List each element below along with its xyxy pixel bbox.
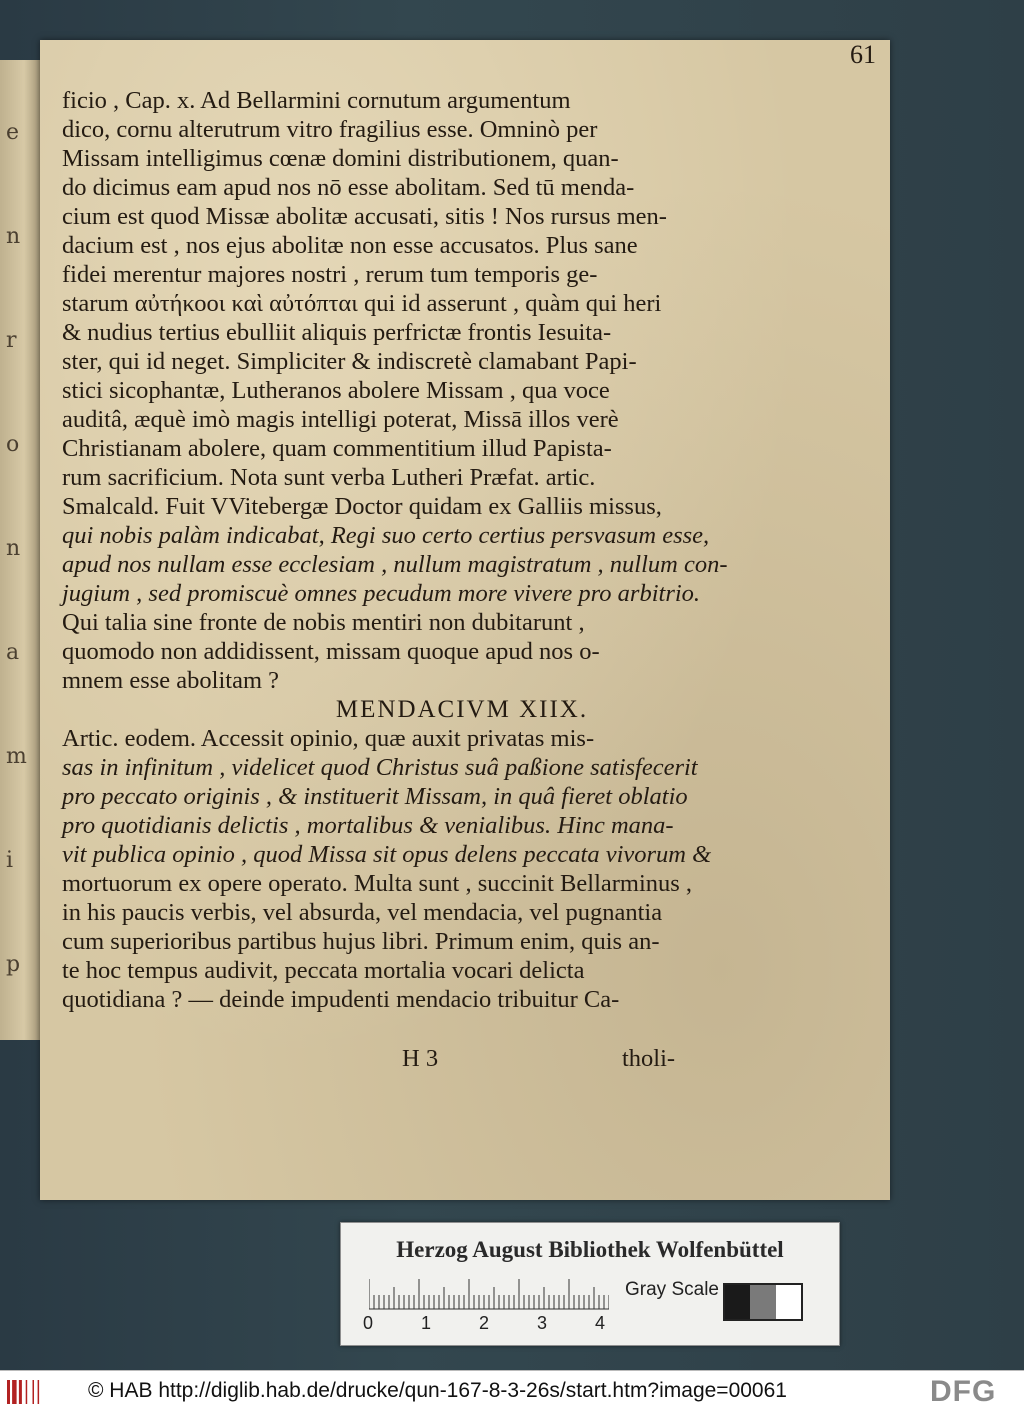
section-heading: MENDACIVM XIIX. (335, 696, 589, 723)
text-line: auditâ, æquè imò magis intelligi poterat, Missā illos verè (62, 406, 619, 433)
grayscale-label: Gray Scale (625, 1279, 719, 1300)
previous-page-letter: n (6, 536, 21, 561)
previous-page-letter: e (6, 120, 20, 145)
previous-page-letter: r (6, 328, 17, 353)
grayscale-patch (725, 1285, 750, 1319)
book-page (40, 40, 890, 1200)
text-line: Smalcald. Fuit VVitebergæ Doctor quidam ex Galliis missus, (62, 493, 662, 520)
ruler-number: 0 (363, 1313, 374, 1333)
text-line: quomodo non addidissent, missam quoque apud nos o- (62, 638, 600, 665)
page-number: 61 (850, 40, 876, 69)
ruler-scale (369, 1275, 609, 1315)
ruler-number: 3 (537, 1313, 548, 1333)
previous-page-letter: i (6, 848, 14, 873)
text-line: mortuorum ex opere operato. Multa sunt , succinit Bellarminus , (62, 870, 693, 897)
text-line: dacium est , nos ejus abolitæ non esse accusatos. Plus sane (62, 232, 638, 259)
text-line: rum sacrificium. Nota sunt verba Lutheri Præfat. artic. (62, 464, 596, 491)
previous-page-letter: m (6, 744, 27, 769)
text-line: fidei merentur majores nostri , rerum tum temporis ge- (62, 261, 598, 288)
text-line: stici sicophantæ, Lutheranos abolere Missam , qua voce (62, 377, 610, 404)
dfg-logo: DFG (930, 1375, 997, 1408)
text-line: & nudius tertius ebulliit aliquis perfrictæ frontis Iesuita- (62, 319, 612, 346)
text-line: mnem esse abolitam ? (62, 667, 280, 694)
viewer-footer (0, 1370, 1024, 1413)
text-line: dico, cornu alterutrum vitro fragilius esse. Omninò per (62, 116, 598, 143)
ruler-number: 4 (595, 1313, 606, 1333)
text-line: do dicimus eam apud nos nō esse abolitam. Sed tū menda- (62, 174, 635, 201)
barcode-bar (12, 1380, 17, 1404)
ruler-number: 2 (479, 1313, 490, 1333)
text-line: cum superioribus partibus hujus libri. Primum enim, quis an- (62, 928, 660, 955)
library-name: Herzog August Bibliothek Wolfenbüttel (396, 1237, 784, 1262)
text-line: apud nos nullam esse ecclesiam , nullum magistratum , nullum con- (62, 551, 728, 578)
grayscale-patch (776, 1285, 801, 1319)
text-line: Christianam abolere, quam commentitium illud Papista- (62, 435, 612, 462)
ruler-number: 1 (421, 1313, 432, 1333)
previous-page-letter: n (6, 224, 21, 249)
text-line: jugium , sed promiscuè omnes pecudum more vivere pro arbitrio. (62, 580, 701, 607)
text-line: vit publica opinio , quod Missa sit opus delens peccata vivorum & (62, 841, 712, 868)
text-line: cium est quod Missæ abolitæ accusati, sitis ! Nos rursus men- (62, 203, 667, 230)
previous-page-letter: o (6, 432, 20, 457)
barcode-bar (26, 1380, 28, 1404)
previous-page-letter: a (6, 640, 20, 665)
text-line: Qui talia sine fronte de nobis mentiri non dubitarunt , (62, 609, 585, 636)
text-line: te hoc tempus audivit, peccata mortalia vocari delicta (62, 957, 585, 984)
signature-line (62, 1045, 862, 1077)
text-line: ster, qui id neget. Simpliciter & indiscretè clamabant Papi- (62, 348, 637, 375)
grayscale-swatch (723, 1283, 803, 1321)
text-line: qui nobis palàm indicabat, Regi suo certo certius persvasum esse, (62, 522, 710, 549)
text-line: Missam intelligimus cœnæ domini distributionem, quan- (62, 145, 619, 172)
text-line: quotidiana ? — deinde impudenti mendacio tribuitur Ca- (62, 986, 620, 1013)
text-line: Artic. eodem. Accessit opinio, quæ auxit privatas mis- (62, 725, 595, 752)
copyright-link[interactable]: © HAB http://diglib.hab.de/drucke/qun-167-8-3-26s/start.htm?image=00061 (88, 1379, 787, 1402)
previous-page-edge (0, 60, 42, 1040)
barcode-bar (38, 1380, 40, 1404)
barcode-bar (33, 1380, 35, 1404)
barcode-bar (19, 1380, 22, 1404)
text-line: in his paucis verbis, vel absurda, vel mendacia, vel pugnantia (62, 899, 663, 926)
previous-page-letter: p (6, 952, 21, 977)
text-line: starum αὐτήκοοι καὶ αὐτόπται qui id asserunt , quàm qui heri (62, 290, 662, 317)
text-line: ficio , Cap. x. Ad Bellarmini cornutum argumentum (62, 87, 571, 114)
text-line: pro peccato originis , & instituerit Missam, in quâ fieret oblatio (62, 783, 688, 810)
signature-mark: H 3 (402, 1045, 439, 1072)
text-line: pro quotidianis delictis , mortalibus & venialibus. Hinc mana- (62, 812, 674, 839)
barcode-bar (7, 1380, 10, 1404)
text-line: sas in infinitum , videlicet quod Christus suâ paßione satisfecerit (62, 754, 698, 781)
library-label (340, 1222, 840, 1346)
barcode-icon (6, 1379, 48, 1405)
page-text (62, 86, 862, 1014)
ruler-numbers (363, 1313, 623, 1337)
catchword: tholi- (622, 1045, 676, 1072)
grayscale-patch (750, 1285, 775, 1319)
